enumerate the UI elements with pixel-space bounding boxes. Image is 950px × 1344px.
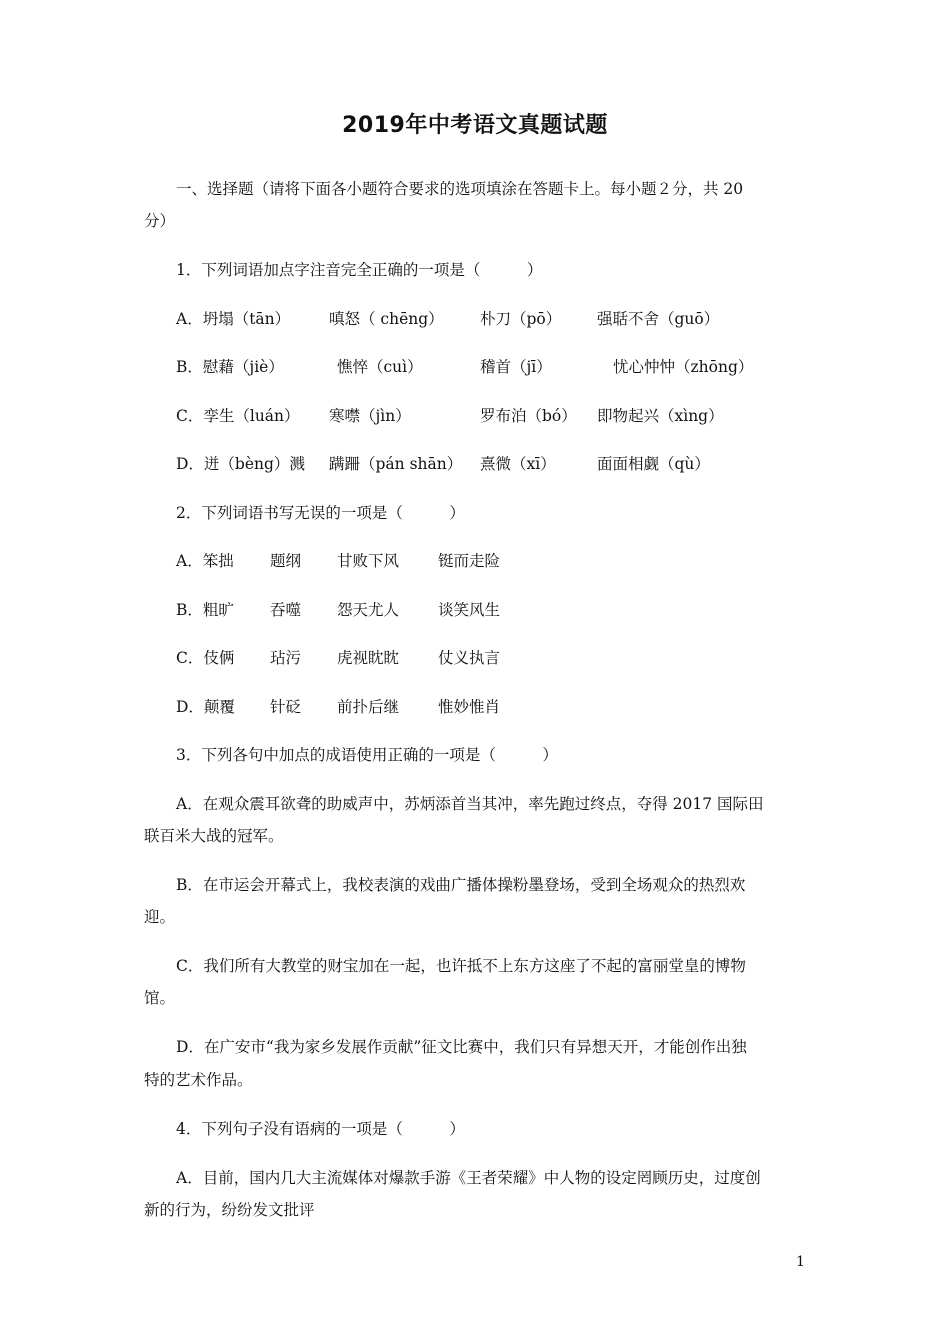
q2-option-d-3: 前扑后继 (337, 698, 400, 716)
q2-option-c-3: 虎视眈眈 (337, 649, 400, 667)
q3-option-b-line2: 迎。 (144, 908, 176, 926)
question-1-stem: 1．下列词语加点字注音完全正确的一项是（ ） (176, 261, 543, 279)
q1-option-a-4: 强聒不舍（guō） (597, 310, 720, 328)
q3-option-b-line1: B．在市运会开幕式上，我校表演的戏曲广播体操粉墨登场，受到全场观众的热烈欢 (176, 876, 746, 894)
page-title: 2019年中考语文真题试题 (342, 113, 608, 138)
q2-option-d-1: D．颠覆 (176, 698, 235, 716)
q3-option-c-line2: 馆。 (144, 989, 176, 1007)
q2-option-b-1: B．粗旷 (176, 601, 234, 619)
q1-option-c-4: 即物起兴（xìng） (597, 407, 724, 425)
q3-option-a-line1: A．在观众震耳欲聋的助威声中，苏炳添首当其冲，率先跑过终点，夺得 2017 国际田 (176, 795, 764, 813)
q1-option-d-4: 面面相觑（qù） (597, 455, 710, 473)
q3-option-a-line2: 联百米大战的冠军。 (144, 827, 284, 845)
q2-option-b-4: 谈笑风生 (438, 601, 501, 619)
q1-option-a-2: 嗔怒（ chēng） (329, 310, 444, 328)
q2-option-b-3: 怨天尤人 (337, 601, 400, 619)
q1-option-b-1: B．慰藉（jiè） (176, 358, 284, 376)
q2-option-c-2: 玷污 (270, 649, 302, 667)
q1-option-d-2: 蹒跚（pán shān） (329, 455, 463, 473)
q2-option-a-3: 甘败下风 (337, 552, 400, 570)
q1-option-c-1: C．孪生（luán） (176, 407, 300, 425)
q2-option-d-4: 惟妙惟肖 (438, 698, 501, 716)
q1-option-c-3: 罗布泊（bó） (480, 407, 577, 425)
question-4-stem: 4．下列句子没有语病的一项是（ ） (176, 1120, 465, 1138)
question-3-stem: 3．下列各句中加点的成语使用正确的一项是（ ） (176, 746, 558, 764)
q2-option-a-1: A．笨拙 (176, 552, 234, 570)
q1-option-b-2: 憔悴（cuì） (337, 358, 423, 376)
q4-option-a-line1: A．目前，国内几大主流媒体对爆款手游《王者荣耀》中人物的设定罔顾历史，过度创 (176, 1169, 761, 1187)
q3-option-c-line1: C．我们所有大教堂的财宝加在一起，也许抵不上东方这座了不起的富丽堂皇的博物 (176, 957, 746, 975)
q1-option-a-1: A．坍塌（tān） (176, 310, 291, 328)
section-heading-line2: 分） (144, 212, 176, 230)
q1-option-d-1: D．迸（bèng）溅 (176, 455, 305, 473)
q1-option-b-4: 忧心忡忡（zhōng） (613, 358, 754, 376)
q4-option-a-line2: 新的行为，纷纷发文批评 (144, 1201, 315, 1219)
q3-option-d-line1: D．在广安市“我为家乡发展作贡献”征文比赛中，我们只有异想天开，才能创作出独 (176, 1038, 747, 1056)
q2-option-a-4: 铤而走险 (438, 552, 501, 570)
q2-option-a-2: 题纲 (270, 552, 302, 570)
question-2-stem: 2．下列词语书写无误的一项是（ ） (176, 504, 465, 522)
q2-option-c-1: C．伎俩 (176, 649, 235, 667)
q3-option-d-line2: 特的艺术作品。 (144, 1071, 253, 1089)
q2-option-c-4: 仗义执言 (438, 649, 501, 667)
q1-option-a-3: 朴刀（pō） (480, 310, 562, 328)
q2-option-d-2: 针砭 (270, 698, 302, 716)
q1-option-b-3: 稽首（jī） (480, 358, 552, 376)
page-number: 1 (796, 1254, 805, 1270)
q2-option-b-2: 吞噬 (270, 601, 302, 619)
q1-option-c-2: 寒噤（jìn） (329, 407, 411, 425)
section-heading-line1: 一、选择题（请将下面各小题符合要求的选项填涂在答题卡上。每小题２分，共 20 (176, 180, 744, 198)
q1-option-d-3: 熹微（xī） (480, 455, 556, 473)
